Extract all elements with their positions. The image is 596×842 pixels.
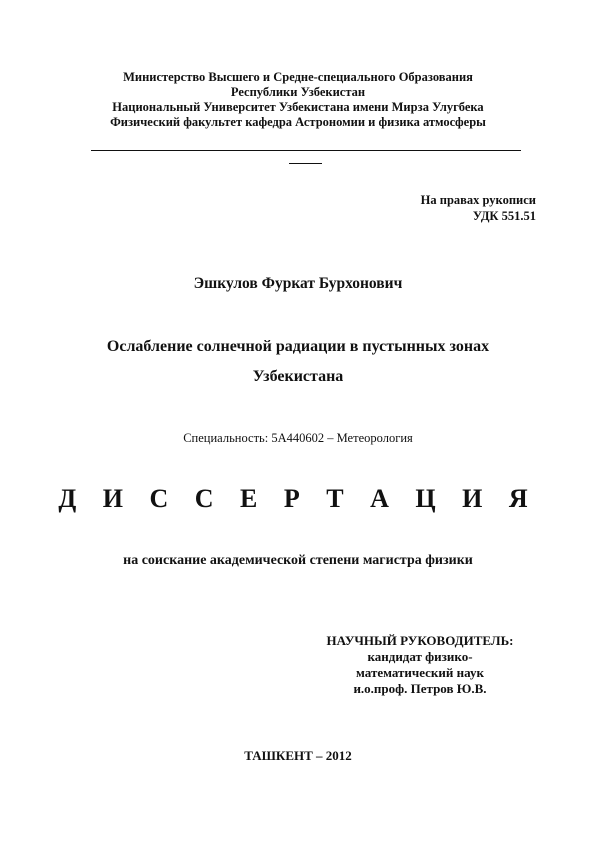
header-divider bbox=[91, 150, 521, 151]
supervisor-heading: НАУЧНЫЙ РУКОВОДИТЕЛЬ: bbox=[326, 633, 514, 648]
header-line-ministry: Министерство Высшего и Средне-специального Образования bbox=[123, 70, 473, 84]
title-line-2: Узбекистана bbox=[252, 368, 344, 385]
ministry-header bbox=[0, 70, 596, 130]
supervisor-line-2: математический наук bbox=[356, 665, 484, 680]
author-name: Эшкулов Фуркат Бурхонович bbox=[193, 275, 403, 292]
manuscript-rights bbox=[421, 192, 536, 224]
short-divider bbox=[289, 163, 322, 164]
header-line-university: Национальный Университет Узбекистана имени Мирза Улугбека bbox=[112, 100, 484, 114]
supervisor-line-3: и.о.проф. Петров Ю.В. bbox=[353, 681, 487, 696]
document-type: Д И С С Е Р Т А Ц И Я bbox=[58, 484, 538, 513]
dissertation-title bbox=[0, 332, 596, 392]
title-line-1: Ослабление солнечной радиации в пустынных зонах bbox=[106, 338, 490, 355]
degree-statement: на соискание академической степени магистра физики bbox=[123, 553, 473, 568]
specialty: Специальность: 5А440602 – Метеорология bbox=[183, 431, 413, 445]
header-line-republic: Республики Узбекистан bbox=[230, 85, 366, 99]
supervisor-line-1: кандидат физико- bbox=[367, 649, 473, 664]
rights-label: На правах рукописи bbox=[420, 193, 536, 207]
udc-code: УДК 551.51 bbox=[472, 209, 536, 223]
header-line-faculty: Физический факультет кафедра Астрономии и физика атмосферы bbox=[110, 115, 486, 129]
city-year: ТАШКЕНТ – 2012 bbox=[244, 748, 352, 763]
supervisor-block bbox=[290, 633, 550, 697]
